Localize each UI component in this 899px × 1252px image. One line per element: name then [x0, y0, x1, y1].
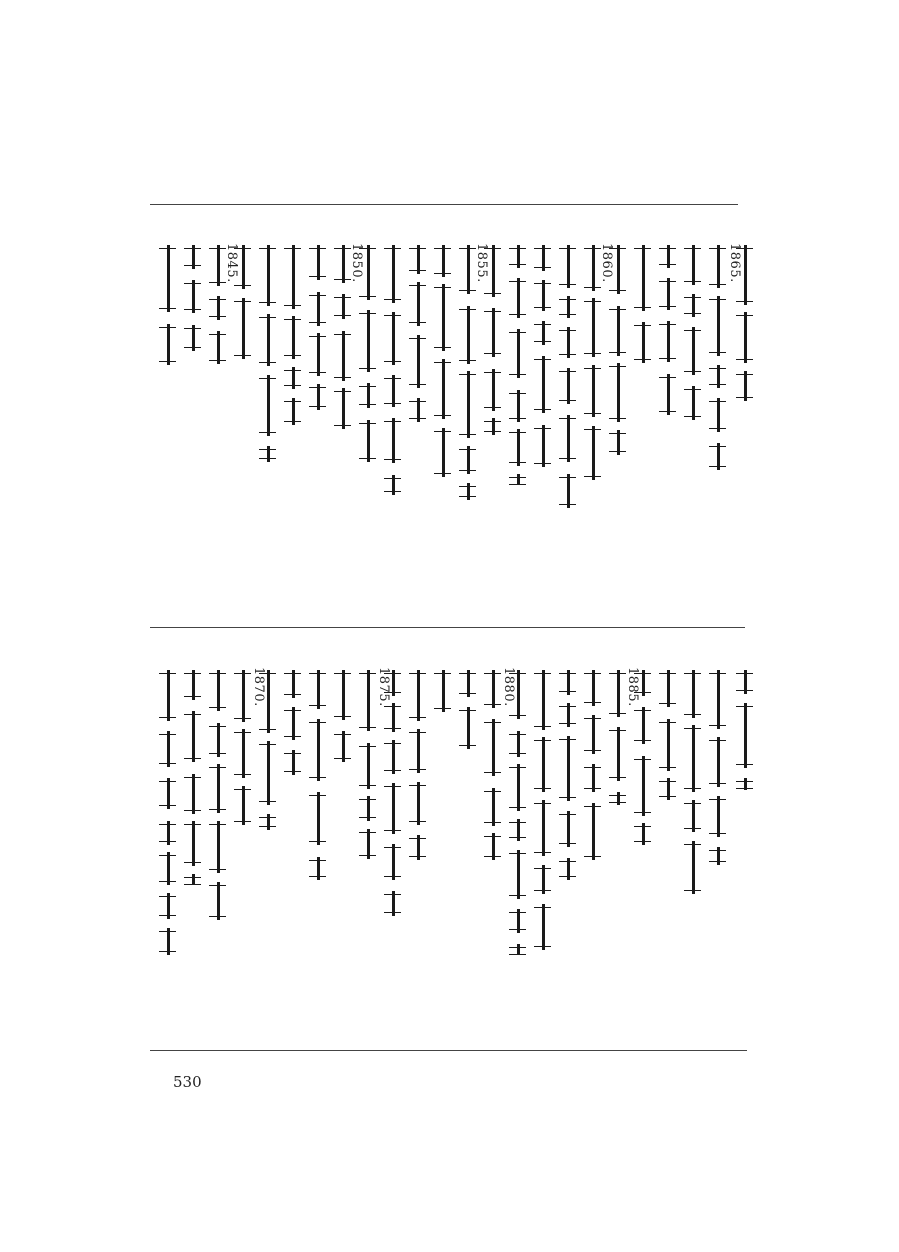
page-number: 530 [173, 1073, 202, 1091]
line-number: 1870. [251, 667, 266, 707]
line-number: 1845. [224, 243, 239, 283]
line-number: 1880. [501, 667, 516, 707]
line-number: 1860. [599, 243, 614, 283]
middle-rule [150, 627, 745, 628]
line-number: 1865. [727, 243, 742, 283]
line-number: 1875. [376, 667, 391, 707]
line-number: 1855. [474, 243, 489, 283]
bottom-rule [150, 1050, 747, 1051]
top-rule [150, 204, 738, 205]
line-number: 1885. [625, 667, 640, 707]
line-number: 1850. [349, 243, 364, 283]
